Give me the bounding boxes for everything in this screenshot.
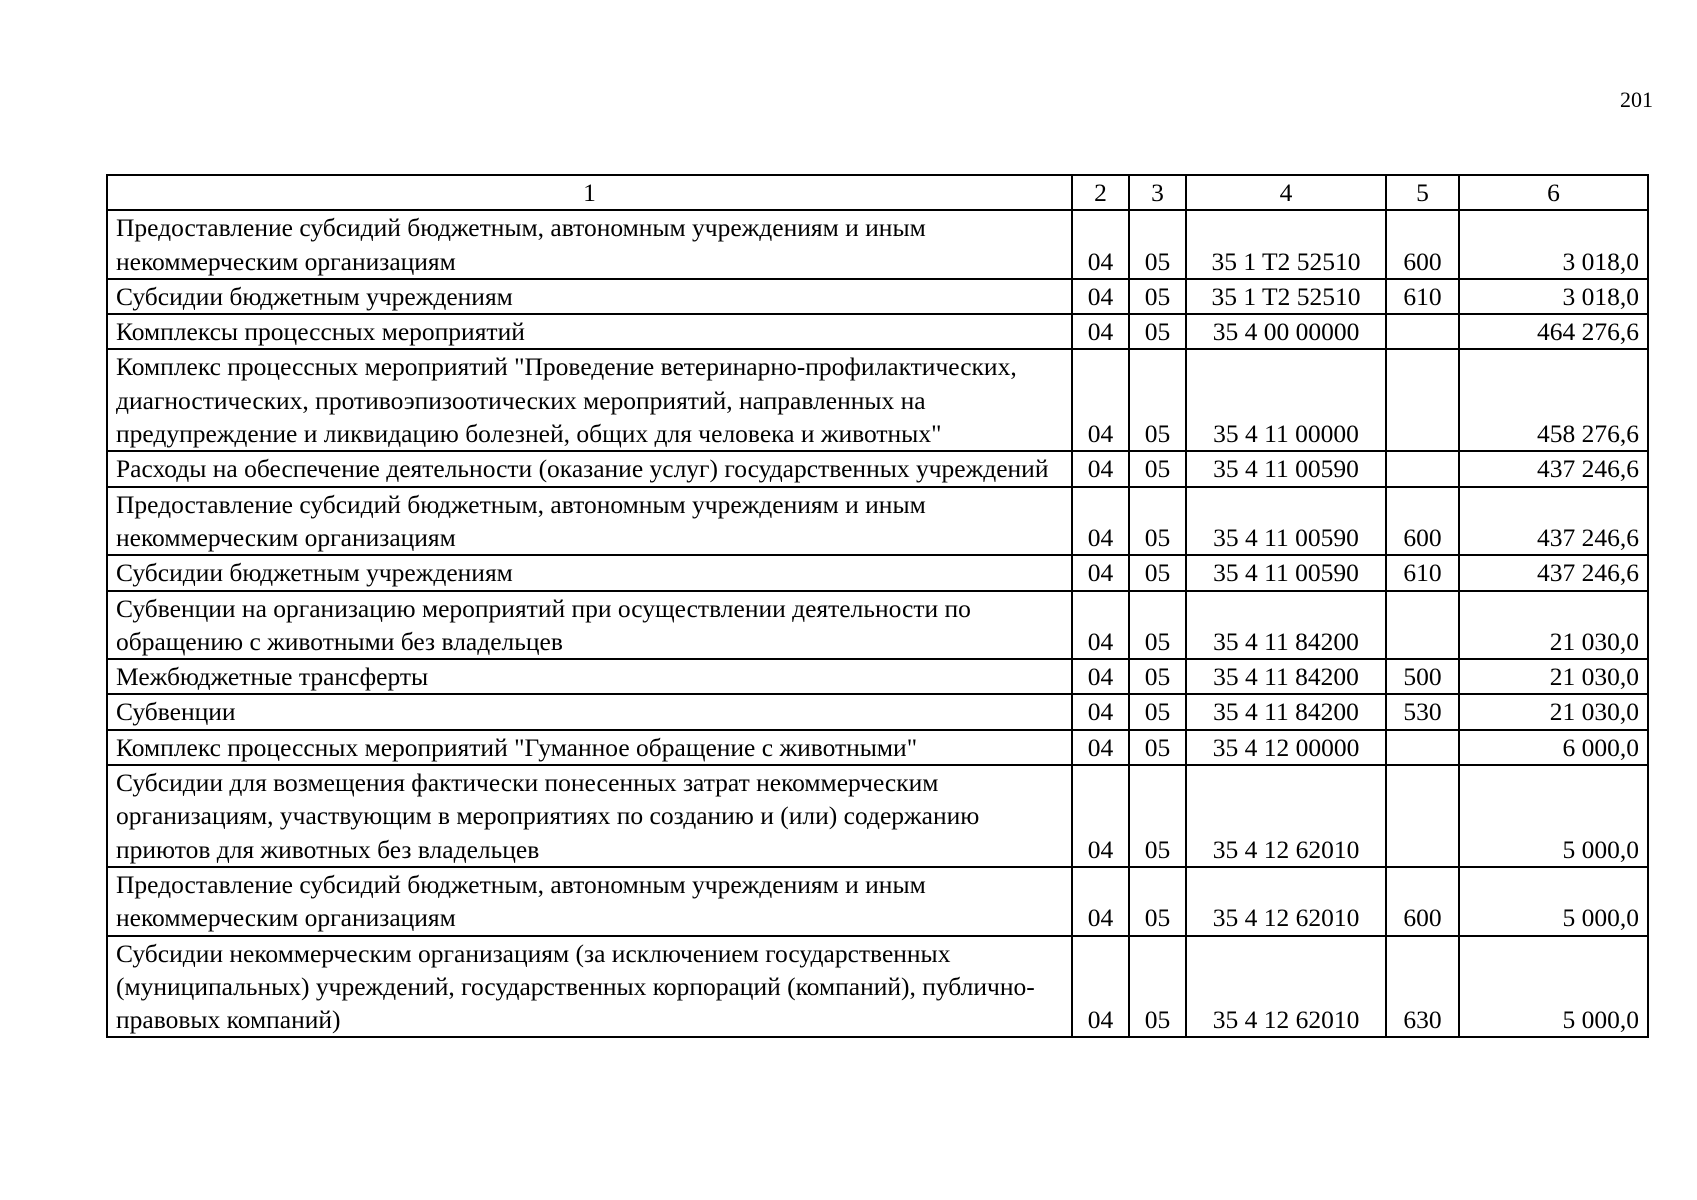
row-amount-cell: 5 000,0 — [1459, 765, 1648, 867]
row-name-cell: Предоставление субсидий бюджетным, автономным учреждениям и иным некоммерческим организациям — [107, 487, 1072, 556]
row-expense-type-cell: 630 — [1386, 936, 1459, 1038]
row-target-code-cell: 35 4 11 84200 — [1186, 591, 1386, 660]
row-name-cell: Субсидии бюджетным учреждениям — [107, 555, 1072, 590]
row-name-cell: Комплекс процессных мероприятий "Гуманное обращение с животными" — [107, 730, 1072, 765]
row-subsection-cell: 05 — [1129, 936, 1186, 1038]
row-name-cell: Субсидии для возмещения фактически понесенных затрат некоммерческим организациям, участвующим в мероприятиях по созданию и (или) содержанию приютов для животных без владельцев — [107, 765, 1072, 867]
row-subsection-cell: 05 — [1129, 487, 1186, 556]
header-cell-6: 6 — [1459, 175, 1648, 210]
row-section-cell: 04 — [1072, 279, 1129, 314]
row-name-cell: Межбюджетные трансферты — [107, 659, 1072, 694]
row-section-cell: 04 — [1072, 349, 1129, 451]
table-header-row — [107, 175, 1648, 210]
row-target-code-cell: 35 4 11 00590 — [1186, 487, 1386, 556]
row-expense-type-cell: 500 — [1386, 659, 1459, 694]
row-subsection-cell: 05 — [1129, 555, 1186, 590]
table-row — [107, 349, 1648, 451]
row-name-cell: Комплексы процессных мероприятий — [107, 314, 1072, 349]
row-amount-cell: 437 246,6 — [1459, 451, 1648, 486]
row-section-cell: 04 — [1072, 694, 1129, 729]
row-expense-type-cell: 600 — [1386, 210, 1459, 279]
row-name-cell: Субвенции — [107, 694, 1072, 729]
row-section-cell: 04 — [1072, 314, 1129, 349]
row-target-code-cell: 35 4 11 84200 — [1186, 694, 1386, 729]
row-section-cell: 04 — [1072, 451, 1129, 486]
row-amount-cell: 21 030,0 — [1459, 591, 1648, 660]
row-expense-type-cell — [1386, 314, 1459, 349]
row-target-code-cell: 35 4 12 62010 — [1186, 867, 1386, 936]
row-subsection-cell: 05 — [1129, 451, 1186, 486]
row-target-code-cell: 35 4 11 84200 — [1186, 659, 1386, 694]
row-target-code-cell: 35 4 11 00590 — [1186, 555, 1386, 590]
row-target-code-cell: 35 4 11 00000 — [1186, 349, 1386, 451]
row-target-code-cell: 35 4 00 00000 — [1186, 314, 1386, 349]
row-subsection-cell: 05 — [1129, 210, 1186, 279]
row-amount-cell: 3 018,0 — [1459, 210, 1648, 279]
row-expense-type-cell — [1386, 591, 1459, 660]
header-cell-4: 4 — [1186, 175, 1386, 210]
row-expense-type-cell — [1386, 765, 1459, 867]
table-row — [107, 659, 1648, 694]
row-subsection-cell: 05 — [1129, 765, 1186, 867]
table-row — [107, 765, 1648, 867]
table-row — [107, 936, 1648, 1038]
row-section-cell: 04 — [1072, 210, 1129, 279]
table-row — [107, 555, 1648, 590]
row-target-code-cell: 35 4 12 62010 — [1186, 936, 1386, 1038]
row-amount-cell: 464 276,6 — [1459, 314, 1648, 349]
page-number: 201 — [1620, 87, 1653, 112]
row-section-cell: 04 — [1072, 867, 1129, 936]
table-row — [107, 451, 1648, 486]
row-amount-cell: 6 000,0 — [1459, 730, 1648, 765]
row-expense-type-cell: 600 — [1386, 487, 1459, 556]
row-name-cell: Расходы на обеспечение деятельности (оказание услуг) государственных учреждений — [107, 451, 1072, 486]
row-amount-cell: 437 246,6 — [1459, 487, 1648, 556]
row-name-cell: Субвенции на организацию мероприятий при осуществлении деятельности по обращению с животными без владельцев — [107, 591, 1072, 660]
row-expense-type-cell — [1386, 349, 1459, 451]
row-section-cell: 04 — [1072, 555, 1129, 590]
row-section-cell: 04 — [1072, 591, 1129, 660]
row-name-cell: Комплекс процессных мероприятий "Проведение ветеринарно-профилактических, диагностических, противоэпизоотических мероприятий, направленных на предупреждение и ликвидацию болезней, общих для человека и животных" — [107, 349, 1072, 451]
row-amount-cell: 21 030,0 — [1459, 694, 1648, 729]
row-section-cell: 04 — [1072, 936, 1129, 1038]
row-target-code-cell: 35 4 11 00590 — [1186, 451, 1386, 486]
row-amount-cell: 21 030,0 — [1459, 659, 1648, 694]
row-amount-cell: 5 000,0 — [1459, 936, 1648, 1038]
table-row — [107, 314, 1648, 349]
table-row — [107, 279, 1648, 314]
row-expense-type-cell — [1386, 730, 1459, 765]
header-cell-1: 1 — [107, 175, 1072, 210]
row-expense-type-cell: 600 — [1386, 867, 1459, 936]
table-row — [107, 487, 1648, 556]
row-target-code-cell: 35 1 T2 52510 — [1186, 279, 1386, 314]
header-cell-2: 2 — [1072, 175, 1129, 210]
table-row — [107, 694, 1648, 729]
row-subsection-cell: 05 — [1129, 349, 1186, 451]
table-row — [107, 867, 1648, 936]
row-amount-cell: 437 246,6 — [1459, 555, 1648, 590]
row-section-cell: 04 — [1072, 765, 1129, 867]
row-name-cell: Субсидии некоммерческим организациям (за исключением государственных (муниципальных) учреждений, государственных корпораций (компаний), публично-правовых компаний) — [107, 936, 1072, 1038]
row-subsection-cell: 05 — [1129, 659, 1186, 694]
row-name-cell: Предоставление субсидий бюджетным, автономным учреждениям и иным некоммерческим организациям — [107, 210, 1072, 279]
row-subsection-cell: 05 — [1129, 867, 1186, 936]
row-name-cell: Предоставление субсидий бюджетным, автономным учреждениям и иным некоммерческим организациям — [107, 867, 1072, 936]
row-target-code-cell: 35 1 T2 52510 — [1186, 210, 1386, 279]
row-expense-type-cell — [1386, 451, 1459, 486]
row-expense-type-cell: 610 — [1386, 279, 1459, 314]
row-target-code-cell: 35 4 12 00000 — [1186, 730, 1386, 765]
row-subsection-cell: 05 — [1129, 591, 1186, 660]
row-target-code-cell: 35 4 12 62010 — [1186, 765, 1386, 867]
table-row — [107, 730, 1648, 765]
row-subsection-cell: 05 — [1129, 694, 1186, 729]
row-expense-type-cell: 610 — [1386, 555, 1459, 590]
budget-table — [106, 174, 1649, 1038]
header-cell-3: 3 — [1129, 175, 1186, 210]
row-amount-cell: 458 276,6 — [1459, 349, 1648, 451]
row-subsection-cell: 05 — [1129, 314, 1186, 349]
header-cell-5: 5 — [1386, 175, 1459, 210]
row-section-cell: 04 — [1072, 730, 1129, 765]
row-name-cell: Субсидии бюджетным учреждениям — [107, 279, 1072, 314]
row-section-cell: 04 — [1072, 487, 1129, 556]
row-subsection-cell: 05 — [1129, 279, 1186, 314]
row-expense-type-cell: 530 — [1386, 694, 1459, 729]
row-amount-cell: 3 018,0 — [1459, 279, 1648, 314]
row-amount-cell: 5 000,0 — [1459, 867, 1648, 936]
table-row — [107, 591, 1648, 660]
row-section-cell: 04 — [1072, 659, 1129, 694]
table-row — [107, 210, 1648, 279]
row-subsection-cell: 05 — [1129, 730, 1186, 765]
